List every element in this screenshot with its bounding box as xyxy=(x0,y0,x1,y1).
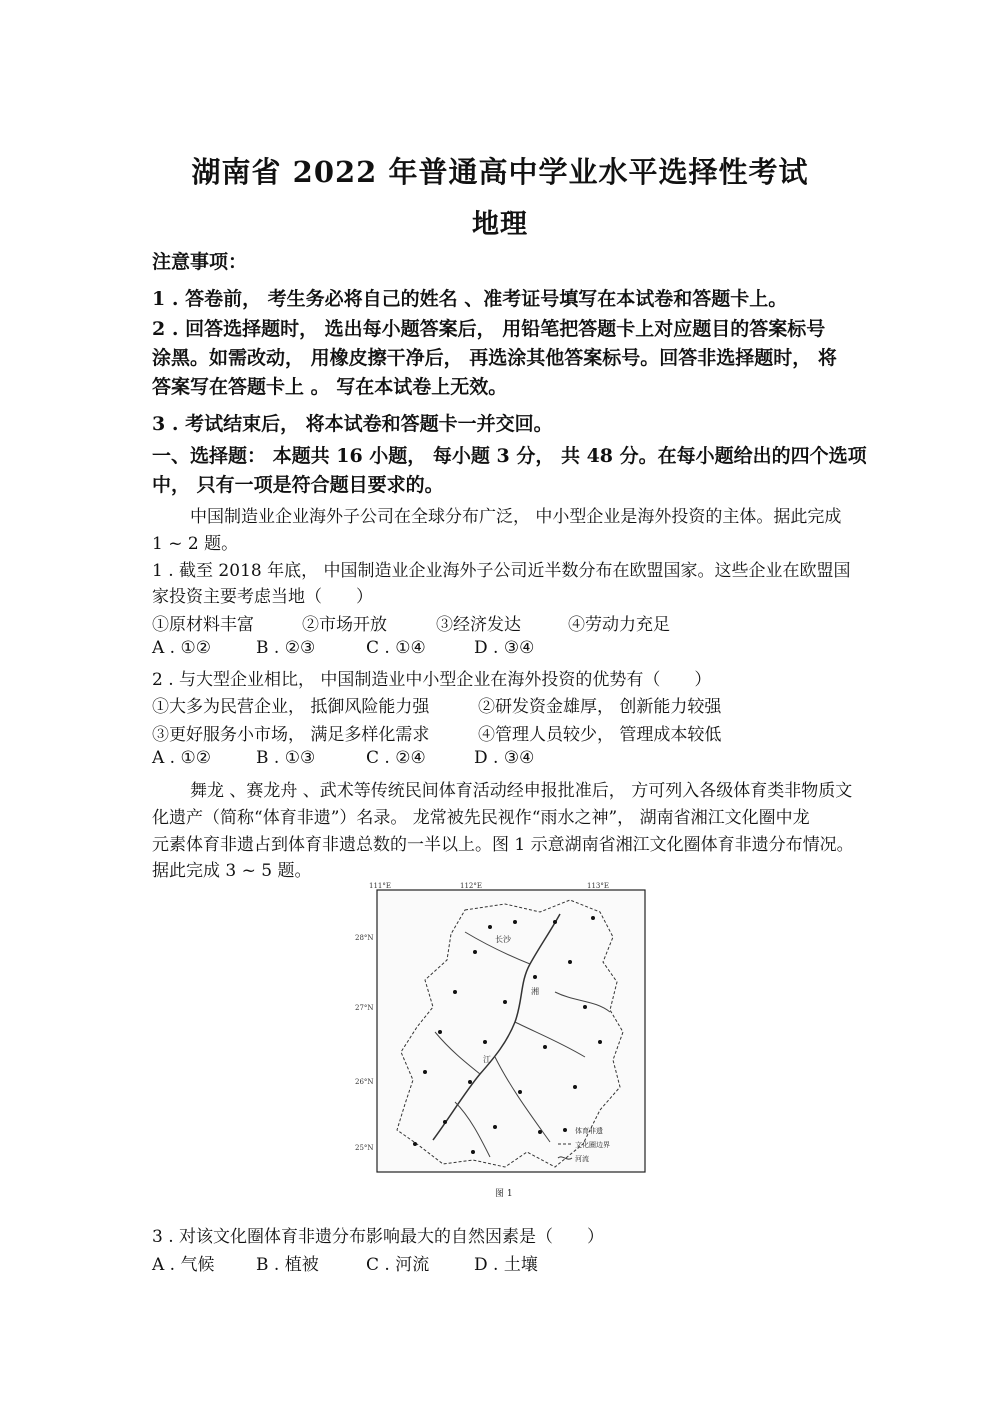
q1-stem-line-1: 1 . 截至 2018 年底， 中国制造业企业海外子公司近半数分布在欧盟国家。这些企业在欧盟国 xyxy=(152,561,851,581)
q3-option-a: A . 气候 xyxy=(152,1255,215,1275)
city-label-changsha: 长沙 xyxy=(495,935,511,944)
heritage-point xyxy=(533,975,537,979)
q1-option-d: D . ③④ xyxy=(474,638,535,658)
q3-option-c: C . 河流 xyxy=(366,1255,430,1275)
lat-label-27: 27°N xyxy=(355,1004,374,1012)
q2-option-b: B . ①③ xyxy=(256,748,316,768)
lon-label-112: 112°E xyxy=(460,882,482,890)
heritage-point xyxy=(468,1080,472,1084)
q2-stem: 2 . 与大型企业相比， 中国制造业中小型企业在海外投资的优势有（ ） xyxy=(152,670,712,690)
figure-1-map xyxy=(355,882,650,1202)
q1-statement-2: ②市场开放 xyxy=(302,615,387,635)
heritage-point xyxy=(538,1130,542,1134)
river-label-jiang: 江 xyxy=(483,1055,491,1064)
heritage-point xyxy=(413,1142,417,1146)
heritage-point xyxy=(598,1040,602,1044)
q2-statement-1: ①大多为民营企业， 抵御风险能力强 xyxy=(152,697,430,717)
heritage-point xyxy=(518,1090,522,1094)
heritage-point xyxy=(443,1120,447,1124)
q2-statement-2: ②研发资金雄厚， 创新能力较强 xyxy=(478,697,722,717)
heritage-point xyxy=(453,990,457,994)
q2-option-a: A . ①② xyxy=(152,748,211,768)
q2-option-c: C . ②④ xyxy=(366,748,426,768)
notice-item-2-line-1: 2 . 回答选择题时， 选出每小题答案后， 用铅笔把答题卡上对应题目的答案标号 xyxy=(152,318,826,340)
notice-heading: 注意事项： xyxy=(152,251,248,273)
passage-2-line-1: 舞龙 、赛龙舟 、武术等传统民间体育活动经申报批准后， 方可列入各级体育类非物质文 xyxy=(190,781,853,801)
q1-statement-4: ④劳动力充足 xyxy=(568,615,670,635)
q3-stem: 3 . 对该文化圈体育非遗分布影响最大的自然因素是（ ） xyxy=(152,1227,605,1247)
subject-title: 地理 xyxy=(472,209,528,240)
heritage-point xyxy=(423,1070,427,1074)
heritage-point xyxy=(591,916,595,920)
q3-option-d: D . 土壤 xyxy=(474,1255,538,1275)
q2-option-d: D . ③④ xyxy=(474,748,535,768)
legend-boundary-label: 文化圈边界 xyxy=(575,1141,610,1149)
heritage-point xyxy=(513,920,517,924)
passage-2-line-4: 据此完成 3 ~ 5 题。 xyxy=(152,861,312,881)
q1-statement-3: ③经济发达 xyxy=(436,615,521,635)
heritage-point xyxy=(483,1040,487,1044)
lat-label-28: 28°N xyxy=(355,934,374,942)
heritage-point xyxy=(473,950,477,954)
heritage-point xyxy=(493,1125,497,1129)
q1-option-c: C . ①④ xyxy=(366,638,426,658)
heritage-point xyxy=(543,1045,547,1049)
heritage-point xyxy=(503,1000,507,1004)
notice-item-2-line-2: 涂黑。如需改动， 用橡皮擦干净后， 再选涂其他答案标号。回答非选择题时， 将 xyxy=(152,347,837,369)
heritage-point xyxy=(583,1005,587,1009)
q2-statement-4: ④管理人员较少， 管理成本较低 xyxy=(478,725,722,745)
notice-item-2-line-3: 答案写在答题卡上 。 写在本试卷上无效。 xyxy=(152,376,508,398)
legend-heritage-label: 体育非遗 xyxy=(575,1127,603,1135)
q1-option-b: B . ②③ xyxy=(256,638,316,658)
lon-label-111: 111°E xyxy=(369,882,391,890)
section-instructions-line-1: 一、选择题： 本题共 16 小题， 每小题 3 分， 共 48 分。在每小题给出的四个选项 xyxy=(152,445,867,467)
notice-item-3: 3 . 考试结束后， 将本试卷和答题卡一并交回。 xyxy=(152,413,553,435)
q1-option-a: A . ①② xyxy=(152,638,211,658)
heritage-point xyxy=(488,925,492,929)
legend-point-symbol xyxy=(563,1128,567,1132)
q1-statement-1: ①原材料丰富 xyxy=(152,615,254,635)
lat-label-26: 26°N xyxy=(355,1078,374,1086)
passage-2-line-2: 化遗产（简称“体育非遗”）名录。 龙常被先民视作“雨水之神”， 湖南省湘江文化圈中龙 xyxy=(152,808,810,828)
q1-stem-line-2: 家投资主要考虑当地（ ） xyxy=(152,587,373,607)
exam-title: 湖南省 2022 年普通高中学业水平选择性考试 xyxy=(191,155,809,189)
notice-item-1: 1 . 答卷前， 考生务必将自己的姓名 、准考证号填写在本试卷和答题卡上。 xyxy=(152,288,788,310)
heritage-point xyxy=(471,1150,475,1154)
section-instructions-line-2: 中， 只有一项是符合题目要求的。 xyxy=(152,474,444,496)
passage-1-line-1: 中国制造业企业海外子公司在全球分布广泛， 中小型企业是海外投资的主体。据此完成 xyxy=(190,507,842,527)
figure-caption: 图 1 xyxy=(495,1189,513,1199)
lon-label-113: 113°E xyxy=(587,882,609,890)
lat-label-25: 25°N xyxy=(355,1144,374,1152)
passage-1-line-2: 1 ~ 2 题。 xyxy=(152,534,239,554)
q3-option-b: B . 植被 xyxy=(256,1255,319,1275)
heritage-point xyxy=(568,960,572,964)
passage-2-line-3: 元素体育非遗占到体育非遗总数的一半以上。图 1 示意湖南省湘江文化圈体育非遗分布情况。 xyxy=(152,835,854,855)
heritage-point xyxy=(573,1085,577,1089)
q2-statement-3: ③更好服务小市场， 满足多样化需求 xyxy=(152,725,430,745)
heritage-point xyxy=(553,920,557,924)
map-svg xyxy=(355,882,650,1202)
river-label-xiang: 湘 xyxy=(531,987,539,996)
legend-river-label: 河流 xyxy=(575,1155,589,1163)
heritage-point xyxy=(438,1030,442,1034)
